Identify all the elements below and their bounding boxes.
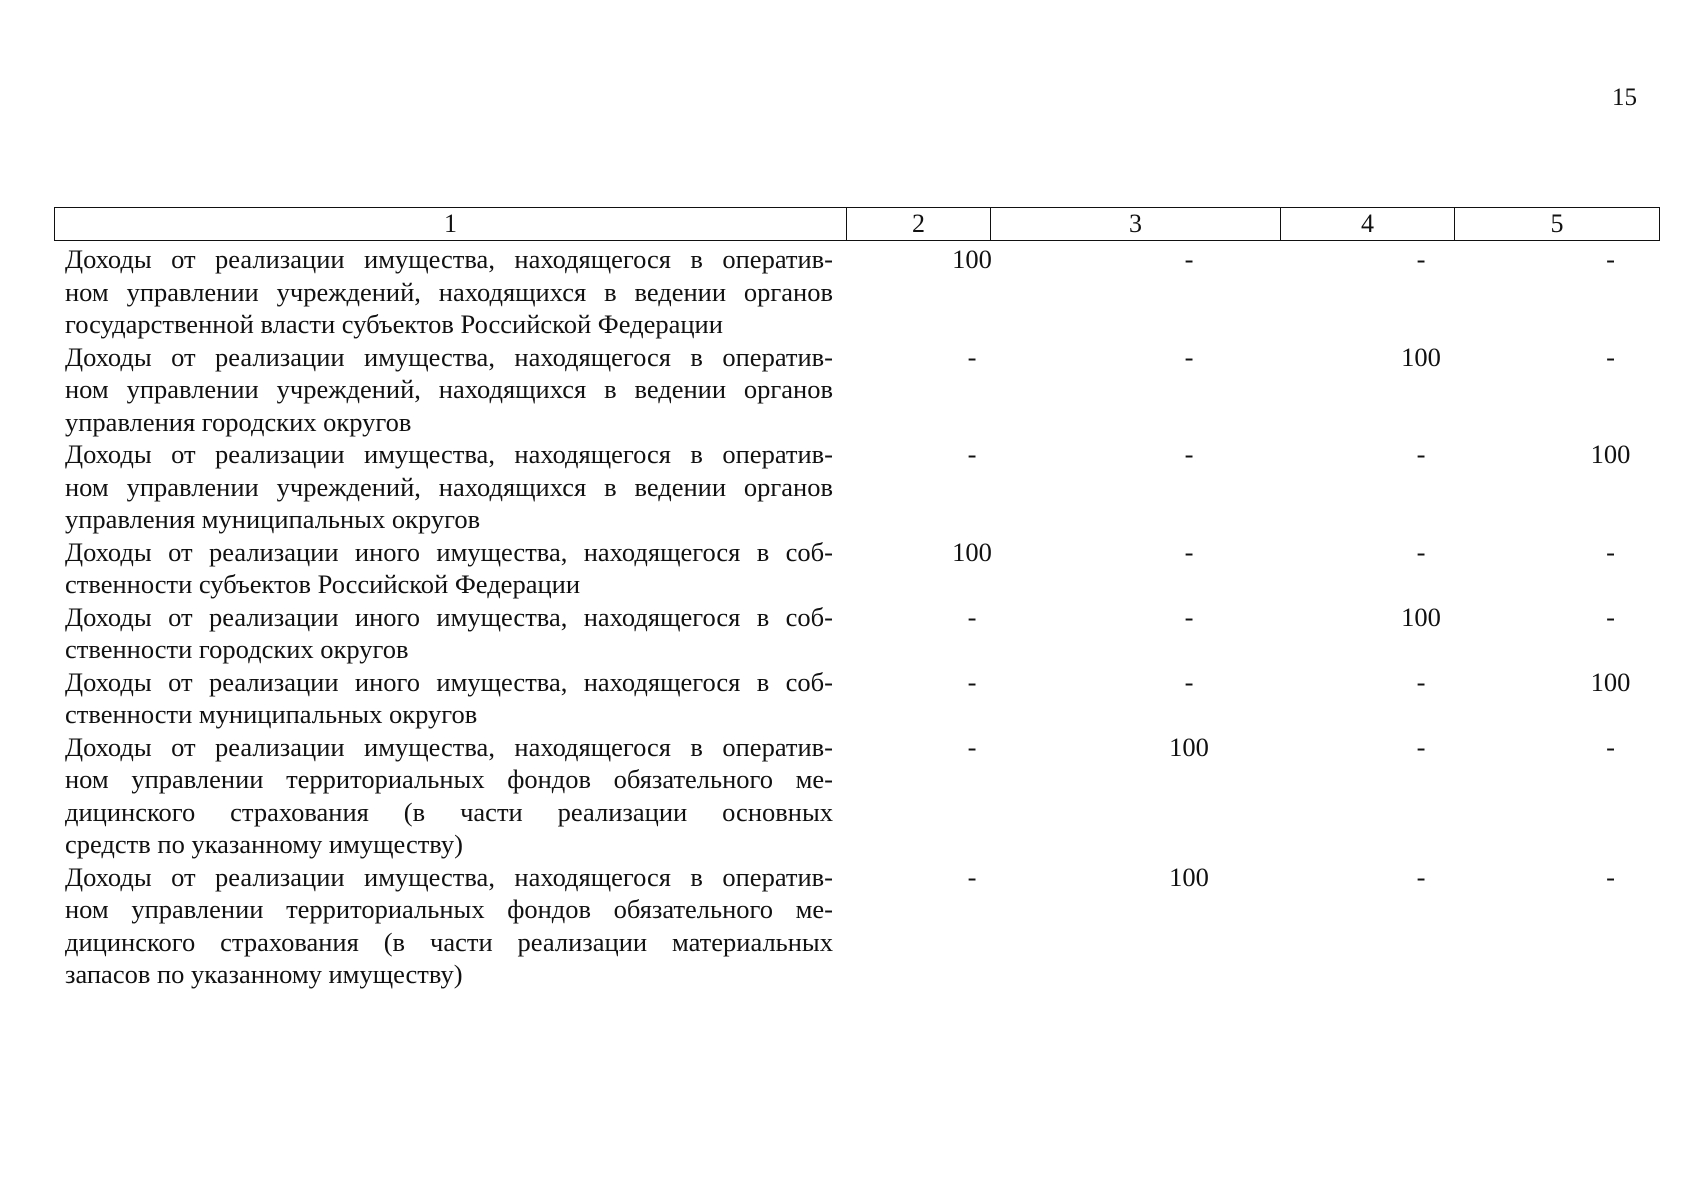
- description-line: ном управлении учреждений, находящихся в ведении органов: [65, 276, 833, 307]
- value-col-4: 100: [1401, 341, 1441, 372]
- value-col-4: -: [1416, 666, 1426, 697]
- row-description: [65, 861, 833, 991]
- value-col-3: -: [1184, 244, 1194, 274]
- value-col-3: -: [1184, 341, 1194, 372]
- table-row: [54, 438, 1659, 536]
- description-line: Доходы от реализации имущества, находящегося в оператив-: [65, 244, 833, 274]
- value-col-3: -: [1184, 536, 1194, 567]
- value-col-3: -: [1184, 439, 1194, 469]
- value-col-5: -: [1606, 341, 1615, 372]
- value-col-2: 100: [952, 536, 992, 567]
- row-description: [65, 341, 833, 439]
- description-line: Доходы от реализации имущества, находящегося в оператив-: [65, 439, 833, 469]
- description-line: государственной власти субъектов Российской Федерации: [65, 309, 723, 339]
- description-line: ном управлении учреждений, находящихся в ведении органов: [65, 374, 833, 404]
- value-col-4: -: [1416, 439, 1426, 469]
- value-col-2: -: [967, 601, 977, 632]
- column-header-1: 1: [55, 208, 847, 241]
- value-col-2: -: [967, 731, 977, 762]
- value-col-3: -: [1184, 666, 1194, 697]
- column-header-3: 3: [991, 208, 1281, 241]
- value-col-4: -: [1416, 861, 1426, 892]
- table-row: [54, 601, 1659, 666]
- value-col-2: -: [967, 341, 977, 372]
- description-line: запасов по указанному имуществу): [65, 959, 463, 989]
- column-header-4: 4: [1281, 208, 1455, 241]
- description-line: ном управлении территориальных фондов обязательного ме-: [65, 894, 833, 924]
- description-line: Доходы от реализации имущества, находящегося в оператив-: [65, 341, 833, 372]
- description-line: ственности субъектов Российской Федерации: [65, 569, 581, 599]
- description-line: Доходы от реализации имущества, находящегося в оператив-: [65, 731, 833, 762]
- value-col-5: -: [1606, 731, 1615, 762]
- value-col-5: -: [1606, 536, 1615, 567]
- value-col-2: -: [967, 666, 977, 697]
- value-col-3: 100: [1169, 861, 1209, 892]
- value-col-4: -: [1416, 731, 1426, 762]
- table-row: [54, 861, 1659, 991]
- description-line: Доходы от реализации имущества, находящегося в оператив-: [65, 861, 833, 892]
- description-line: Доходы от реализации иного имущества, находящегося в соб-: [65, 666, 833, 697]
- row-description: [65, 536, 833, 601]
- value-col-5: -: [1606, 601, 1615, 632]
- description-line: управления городских округов: [65, 406, 412, 437]
- value-col-2: -: [967, 861, 977, 892]
- column-header-5: 5: [1455, 208, 1660, 241]
- description-line: управления муниципальных округов: [65, 504, 481, 534]
- table-row: [54, 341, 1659, 439]
- description-line: дицинского страхования (в части реализации основных: [65, 796, 833, 827]
- value-col-4: -: [1416, 536, 1426, 567]
- column-header-table: [54, 207, 1660, 241]
- page-number: 15: [1612, 84, 1637, 111]
- row-description: [65, 731, 833, 861]
- description-line: дицинского страхования (в части реализации материальных: [65, 926, 833, 957]
- value-col-5: 100: [1590, 439, 1631, 469]
- value-col-5: -: [1606, 861, 1615, 892]
- value-col-2: -: [967, 439, 977, 469]
- value-col-2: 100: [952, 244, 992, 274]
- value-col-3: -: [1184, 601, 1194, 632]
- value-col-3: 100: [1169, 731, 1209, 762]
- value-col-4: 100: [1401, 601, 1441, 632]
- column-header-row: [55, 208, 1660, 241]
- column-header-2: 2: [847, 208, 991, 241]
- description-line: средств по указанному имуществу): [65, 829, 463, 859]
- table-row: [54, 536, 1659, 601]
- description-line: Доходы от реализации иного имущества, находящегося в соб-: [65, 536, 833, 567]
- row-description: [65, 601, 833, 666]
- description-line: ственности городских округов: [65, 634, 409, 664]
- value-col-5: 100: [1590, 666, 1631, 697]
- value-col-4: -: [1416, 244, 1426, 274]
- table-body: [54, 243, 1659, 991]
- table-row: [54, 731, 1659, 861]
- row-description: [65, 666, 833, 731]
- description-line: ном управлении территориальных фондов обязательного ме-: [65, 764, 833, 794]
- table-row: [54, 243, 1659, 341]
- row-description: [65, 243, 833, 341]
- description-line: ственности муниципальных округов: [65, 699, 478, 729]
- table-row: [54, 666, 1659, 731]
- value-col-5: -: [1606, 244, 1615, 274]
- description-line: Доходы от реализации иного имущества, находящегося в соб-: [65, 601, 833, 632]
- row-description: [65, 438, 833, 536]
- description-line: ном управлении учреждений, находящихся в ведении органов: [65, 471, 833, 502]
